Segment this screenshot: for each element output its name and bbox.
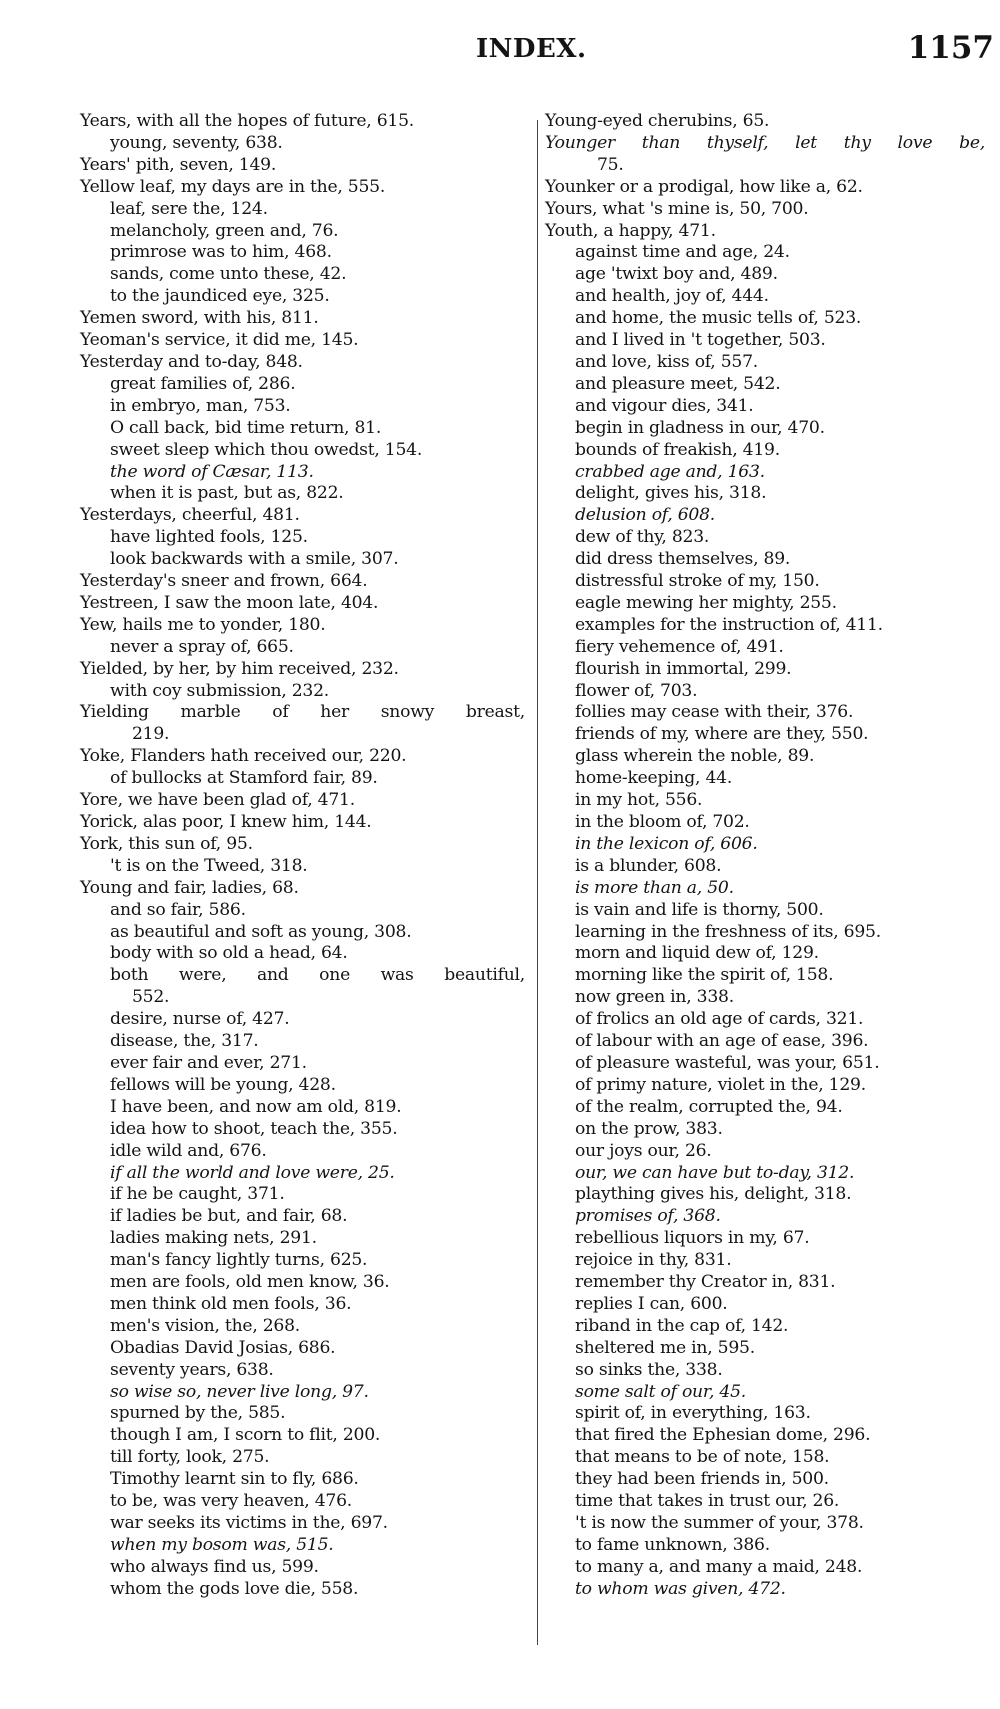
index-subentry: both were, and one was beautiful, (110, 965, 525, 986)
index-subentry: young, seventy, 638. (110, 132, 283, 153)
index-subentry: follies may cease with their, 376. (575, 702, 854, 723)
index-entry: Younger than thyself, let thy love be, (545, 132, 985, 153)
index-subentry: in the bloom of, 702. (575, 812, 750, 832)
index-subentry: ladies making nets, 291. (110, 1228, 317, 1249)
index-subentry: Timothy learnt sin to fly, 686. (110, 1469, 359, 1490)
index-subentry: in the lexicon of, 606. (575, 833, 758, 854)
index-subentry: bounds of freakish, 419. (575, 439, 780, 460)
index-subentry: great families of, 286. (110, 373, 296, 394)
page-header (0, 30, 1000, 80)
index-entry: Younker or a prodigal, how like a, 62. (545, 176, 863, 197)
index-continuation: 219. (132, 724, 170, 745)
index-subentry: promises of, 368. (575, 1206, 721, 1227)
index-subentry: sheltered me in, 595. (575, 1337, 755, 1358)
index-subentry: learning in the freshness of its, 695. (575, 921, 881, 942)
index-subentry: idle wild and, 676. (110, 1140, 267, 1161)
index-subentry: I have been, and now am old, 819. (110, 1096, 402, 1117)
index-subentry: and health, joy of, 444. (575, 286, 769, 307)
index-subentry: our joys our, 26. (575, 1140, 712, 1161)
index-subentry: and home, the music tells of, 523. (575, 308, 862, 329)
index-entry: Yielded, by her, by him received, 232. (80, 658, 399, 679)
column-divider (537, 120, 538, 1645)
index-subentry: never a spray of, 665. (110, 636, 294, 657)
index-subentry: delight, gives his, 318. (575, 483, 767, 504)
index-subentry: if he be caught, 371. (110, 1184, 285, 1205)
index-subentry: now green in, 338. (575, 987, 734, 1008)
index-subentry: when my bosom was, 515. (110, 1534, 334, 1555)
index-subentry: whom the gods love die, 558. (110, 1578, 359, 1599)
index-subentry: have lighted fools, 125. (110, 527, 308, 548)
index-subentry: of the realm, corrupted the, 94. (575, 1096, 843, 1117)
index-subentry: replies I can, 600. (575, 1293, 728, 1314)
index-subentry: men's vision, the, 268. (110, 1315, 301, 1336)
index-subentry: spirit of, in everything, 163. (575, 1403, 811, 1424)
index-subentry: is vain and life is thorny, 500. (575, 899, 824, 920)
page-title: INDEX. (476, 34, 587, 64)
index-subentry: to the jaundiced eye, 325. (110, 286, 330, 307)
index-subentry: rebellious liquors in my, 67. (575, 1228, 810, 1249)
index-subentry: spurned by the, 585. (110, 1403, 286, 1424)
index-subentry: our, we can have but to-day, 312. (575, 1162, 855, 1183)
index-subentry: man's fancy lightly turns, 625. (110, 1250, 368, 1271)
index-subentry: disease, the, 317. (110, 1031, 259, 1052)
index-entry: Yesterday's sneer and frown, 664. (80, 571, 368, 592)
index-subentry: so wise so, never live long, 97. (110, 1381, 369, 1402)
index-subentry: men think old men fools, 36. (110, 1293, 352, 1314)
index-subentry: flower of, 703. (575, 680, 698, 701)
index-subentry: to be, was very heaven, 476. (110, 1491, 352, 1512)
index-subentry: 't is now the summer of your, 378. (575, 1513, 864, 1533)
index-entry: Yore, we have been glad of, 471. (80, 790, 355, 811)
index-entry: Yestreen, I saw the moon late, 404. (80, 592, 379, 613)
index-entry: Yeoman's service, it did me, 145. (80, 330, 359, 351)
index-entry: Young and fair, ladies, 68. (80, 877, 299, 898)
index-subentry: fiery vehemence of, 491. (575, 636, 784, 657)
index-subentry: till forty, look, 275. (110, 1447, 270, 1468)
index-column-left (80, 111, 525, 1601)
index-entry: Yesterday and to-day, 848. (80, 351, 303, 372)
index-subentry: plaything gives his, delight, 318. (575, 1184, 852, 1205)
index-entry: Years, with all the hopes of future, 615. (80, 111, 414, 131)
index-subentry: that fired the Ephesian dome, 296. (575, 1425, 871, 1446)
index-subentry: delusion of, 608. (575, 505, 715, 526)
index-subentry: of pleasure wasteful, was your, 651. (575, 1052, 880, 1073)
index-subentry: glass wherein the noble, 89. (575, 746, 815, 767)
index-subentry: age 'twixt boy and, 489. (575, 264, 778, 285)
index-subentry: flourish in immortal, 299. (575, 658, 792, 679)
index-subentry: did dress themselves, 89. (575, 549, 791, 570)
index-subentry: time that takes in trust our, 26. (575, 1491, 840, 1512)
index-subentry: against time and age, 24. (575, 242, 790, 263)
index-subentry: in my hot, 556. (575, 790, 703, 811)
index-continuation: 75. (597, 154, 624, 175)
index-subentry: war seeks its victims in the, 697. (110, 1513, 388, 1533)
index-entry: Yew, hails me to yonder, 180. (80, 614, 326, 635)
index-column-right (545, 111, 985, 1601)
index-subentry: sands, come unto these, 42. (110, 264, 347, 285)
index-subentry: ever fair and ever, 271. (110, 1052, 307, 1073)
index-subentry: riband in the cap of, 142. (575, 1315, 789, 1336)
index-subentry: and so fair, 586. (110, 899, 246, 920)
index-subentry: to many a, and many a maid, 248. (575, 1556, 863, 1577)
index-subentry: friends of my, where are they, 550. (575, 724, 869, 745)
index-subentry: so sinks the, 338. (575, 1359, 723, 1380)
index-entry: Young-eyed cherubins, 65. (545, 111, 770, 131)
index-subentry: primrose was to him, 468. (110, 242, 332, 263)
index-entry: Yemen sword, with his, 811. (80, 308, 319, 329)
index-subentry: home-keeping, 44. (575, 768, 733, 789)
index-subentry: the word of Cæsar, 113. (110, 461, 314, 482)
index-entry: Yorick, alas poor, I knew him, 144. (80, 812, 372, 832)
index-subentry: eagle mewing her mighty, 255. (575, 592, 837, 613)
index-entry: Yoke, Flanders hath received our, 220. (80, 746, 407, 767)
index-entry: Yellow leaf, my days are in the, 555. (80, 176, 386, 197)
index-subentry: who always find us, 599. (110, 1556, 319, 1577)
index-subentry: is more than a, 50. (575, 877, 734, 898)
index-subentry: rejoice in thy, 831. (575, 1250, 732, 1271)
index-subentry: remember thy Creator in, 831. (575, 1272, 836, 1293)
index-subentry: desire, nurse of, 427. (110, 1009, 290, 1030)
index-subentry: dew of thy, 823. (575, 527, 710, 548)
index-subentry: of bullocks at Stamford fair, 89. (110, 768, 378, 789)
index-subentry: to fame unknown, 386. (575, 1534, 770, 1555)
index-continuation: 552. (132, 987, 170, 1008)
index-subentry: when it is past, but as, 822. (110, 483, 344, 504)
index-subentry: on the prow, 383. (575, 1118, 723, 1139)
index-subentry: and I lived in 't together, 503. (575, 330, 826, 351)
index-subentry: morn and liquid dew of, 129. (575, 943, 819, 964)
index-entry: Youth, a happy, 471. (545, 220, 716, 241)
index-subentry: examples for the instruction of, 411. (575, 614, 883, 635)
index-subentry: seventy years, 638. (110, 1359, 274, 1380)
index-subentry: leaf, sere the, 124. (110, 198, 268, 219)
index-subentry: sweet sleep which thou owedst, 154. (110, 439, 423, 460)
index-subentry: distressful stroke of my, 150. (575, 571, 820, 592)
index-subentry: if all the world and love were, 25. (110, 1162, 395, 1183)
index-subentry: of labour with an age of ease, 396. (575, 1031, 869, 1052)
index-subentry: in embryo, man, 753. (110, 395, 291, 416)
index-subentry: crabbed age and, 163. (575, 461, 765, 482)
page-number: 1157 (907, 30, 994, 66)
index-subentry: and vigour dies, 341. (575, 395, 754, 416)
index-subentry: 't is on the Tweed, 318. (110, 855, 308, 876)
index-subentry: as beautiful and soft as young, 308. (110, 921, 412, 942)
index-subentry: if ladies be but, and fair, 68. (110, 1206, 348, 1227)
index-subentry: to whom was given, 472. (575, 1578, 786, 1599)
index-subentry: that means to be of note, 158. (575, 1447, 830, 1468)
index-subentry: though I am, I scorn to flit, 200. (110, 1425, 381, 1446)
index-subentry: look backwards with a smile, 307. (110, 549, 399, 570)
index-subentry: morning like the spirit of, 158. (575, 965, 834, 986)
index-entry: Yours, what 's mine is, 50, 700. (545, 198, 809, 219)
index-entry: York, this sun of, 95. (80, 833, 253, 854)
index-subentry: and pleasure meet, 542. (575, 373, 781, 394)
index-subentry: Obadias David Josias, 686. (110, 1337, 336, 1358)
index-subentry: with coy submission, 232. (110, 680, 329, 701)
index-subentry: is a blunder, 608. (575, 855, 722, 876)
index-entry: Yesterdays, cheerful, 481. (80, 505, 300, 526)
index-subentry: they had been friends in, 500. (575, 1469, 829, 1490)
index-entry: Years' pith, seven, 149. (80, 154, 277, 175)
index-subentry: men are fools, old men know, 36. (110, 1272, 390, 1293)
index-subentry: fellows will be young, 428. (110, 1074, 336, 1095)
index-subentry: body with so old a head, 64. (110, 943, 348, 964)
index-subentry: idea how to shoot, teach the, 355. (110, 1118, 398, 1139)
index-subentry: of frolics an old age of cards, 321. (575, 1009, 864, 1030)
index-subentry: melancholy, green and, 76. (110, 220, 339, 241)
index-subentry: O call back, bid time return, 81. (110, 417, 382, 438)
index-entry: Yielding marble of her snowy breast, (80, 702, 525, 723)
index-subentry: of primy nature, violet in the, 129. (575, 1074, 866, 1095)
index-subentry: some salt of our, 45. (575, 1381, 746, 1402)
index-subentry: and love, kiss of, 557. (575, 351, 758, 372)
index-subentry: begin in gladness in our, 470. (575, 417, 825, 438)
